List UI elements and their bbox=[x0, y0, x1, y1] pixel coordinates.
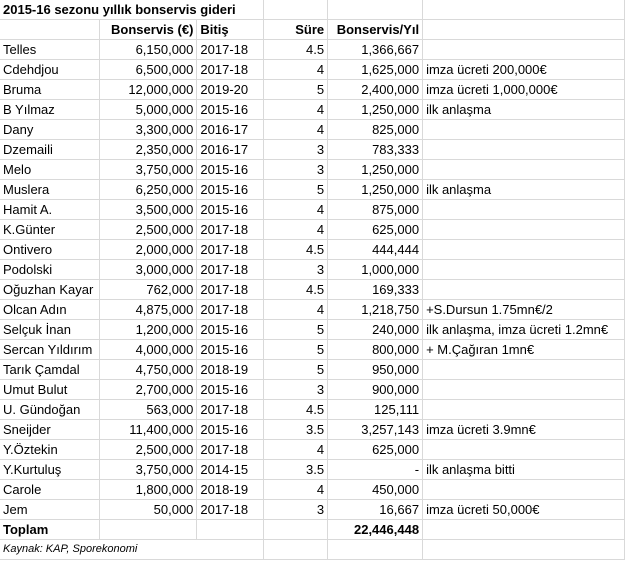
bonservis-cell[interactable]: 4,750,000 bbox=[100, 360, 197, 380]
note-cell[interactable] bbox=[423, 140, 625, 160]
header-cell-bitis[interactable]: Bitiş bbox=[197, 20, 264, 40]
sure-cell[interactable]: 4.5 bbox=[264, 40, 328, 60]
bonservis-yil-cell[interactable]: 3,257,143 bbox=[328, 420, 423, 440]
bonservis-yil-cell[interactable]: 16,667 bbox=[328, 500, 423, 520]
sheet-title[interactable]: 2015-16 sezonu yıllık bonservis gideri bbox=[0, 0, 264, 20]
bonservis-cell[interactable]: 3,000,000 bbox=[100, 260, 197, 280]
sure-cell[interactable]: 4 bbox=[264, 220, 328, 240]
bonservis-yil-cell[interactable]: 1,366,667 bbox=[328, 40, 423, 60]
bitis-cell[interactable]: 2015-16 bbox=[197, 340, 264, 360]
player-name-cell[interactable]: Sercan Yıldırım bbox=[0, 340, 100, 360]
bonservis-cell[interactable]: 12,000,000 bbox=[100, 80, 197, 100]
table-row bbox=[0, 340, 625, 360]
bonservis-cell[interactable]: 11,400,000 bbox=[100, 420, 197, 440]
note-cell[interactable] bbox=[423, 220, 625, 240]
sure-cell[interactable]: 4 bbox=[264, 480, 328, 500]
sure-cell[interactable]: 4 bbox=[264, 200, 328, 220]
empty-cell[interactable] bbox=[328, 540, 423, 560]
note-cell[interactable]: imza ücreti 50,000€ bbox=[423, 500, 625, 520]
sure-cell[interactable]: 4.5 bbox=[264, 400, 328, 420]
table-row bbox=[0, 200, 625, 220]
bonservis-yil-cell[interactable]: 1,250,000 bbox=[328, 100, 423, 120]
bitis-cell[interactable]: 2017-18 bbox=[197, 220, 264, 240]
total-row bbox=[0, 520, 625, 540]
bitis-cell[interactable]: 2017-18 bbox=[197, 240, 264, 260]
bonservis-yil-cell[interactable]: 450,000 bbox=[328, 480, 423, 500]
note-cell[interactable]: + M.Çağıran 1mn€ bbox=[423, 340, 625, 360]
table-row bbox=[0, 280, 625, 300]
table-row bbox=[0, 500, 625, 520]
bitis-cell[interactable]: 2015-16 bbox=[197, 320, 264, 340]
sure-cell[interactable]: 4.5 bbox=[264, 240, 328, 260]
note-cell[interactable]: ilk anlaşma, imza ücreti 1.2mn€ bbox=[423, 320, 625, 340]
bonservis-cell[interactable]: 2,500,000 bbox=[100, 220, 197, 240]
bonservis-cell[interactable]: 3,750,000 bbox=[100, 460, 197, 480]
bonservis-yil-cell[interactable]: 125,111 bbox=[328, 400, 423, 420]
player-name-cell[interactable]: Bruma bbox=[0, 80, 100, 100]
bonservis-yil-cell[interactable]: 1,250,000 bbox=[328, 160, 423, 180]
bitis-cell[interactable]: 2017-18 bbox=[197, 60, 264, 80]
bitis-cell[interactable]: 2017-18 bbox=[197, 400, 264, 420]
player-name-cell[interactable]: Oğuzhan Kayar bbox=[0, 280, 100, 300]
bonservis-cell[interactable]: 5,000,000 bbox=[100, 100, 197, 120]
player-name-cell[interactable]: K.Günter bbox=[0, 220, 100, 240]
bonservis-cell[interactable]: 3,500,000 bbox=[100, 200, 197, 220]
sure-cell[interactable]: 3 bbox=[264, 500, 328, 520]
table-row bbox=[0, 120, 625, 140]
bonservis-cell[interactable]: 1,200,000 bbox=[100, 320, 197, 340]
bitis-cell[interactable]: 2015-16 bbox=[197, 200, 264, 220]
bonservis-cell[interactable]: 563,000 bbox=[100, 400, 197, 420]
sure-cell[interactable]: 5 bbox=[264, 320, 328, 340]
table-row bbox=[0, 440, 625, 460]
bonservis-yil-cell[interactable]: 1,250,000 bbox=[328, 180, 423, 200]
bonservis-cell[interactable]: 6,150,000 bbox=[100, 40, 197, 60]
table-row bbox=[0, 380, 625, 400]
sure-cell[interactable]: 4 bbox=[264, 120, 328, 140]
bitis-cell[interactable]: 2015-16 bbox=[197, 420, 264, 440]
bonservis-cell[interactable]: 1,800,000 bbox=[100, 480, 197, 500]
header-cell-note[interactable] bbox=[423, 20, 625, 40]
bonservis-cell[interactable]: 3,300,000 bbox=[100, 120, 197, 140]
table-row bbox=[0, 60, 625, 80]
sure-cell[interactable]: 4.5 bbox=[264, 280, 328, 300]
bonservis-yil-cell[interactable]: 2,400,000 bbox=[328, 80, 423, 100]
note-cell[interactable] bbox=[423, 360, 625, 380]
note-cell[interactable] bbox=[423, 240, 625, 260]
sure-cell[interactable]: 5 bbox=[264, 340, 328, 360]
bonservis-yil-cell[interactable]: 825,000 bbox=[328, 120, 423, 140]
bonservis-cell[interactable]: 2,000,000 bbox=[100, 240, 197, 260]
bitis-cell[interactable]: 2017-18 bbox=[197, 500, 264, 520]
bonservis-cell[interactable]: 4,875,000 bbox=[100, 300, 197, 320]
table-row bbox=[0, 400, 625, 420]
sure-cell[interactable]: 3.5 bbox=[264, 460, 328, 480]
bitis-cell[interactable]: 2018-19 bbox=[197, 480, 264, 500]
table-row bbox=[0, 460, 625, 480]
sure-cell[interactable]: 5 bbox=[264, 360, 328, 380]
note-cell[interactable] bbox=[423, 480, 625, 500]
player-name-cell[interactable]: Podolski bbox=[0, 260, 100, 280]
table-row bbox=[0, 40, 625, 60]
bonservis-cell[interactable]: 4,000,000 bbox=[100, 340, 197, 360]
note-cell[interactable]: ilk anlaşma bbox=[423, 100, 625, 120]
bonservis-cell[interactable]: 762,000 bbox=[100, 280, 197, 300]
bonservis-yil-cell[interactable]: 240,000 bbox=[328, 320, 423, 340]
note-cell[interactable] bbox=[423, 260, 625, 280]
table-row bbox=[0, 80, 625, 100]
bitis-cell[interactable]: 2017-18 bbox=[197, 440, 264, 460]
note-cell[interactable] bbox=[423, 40, 625, 60]
bitis-cell[interactable]: 2015-16 bbox=[197, 160, 264, 180]
title-row bbox=[0, 0, 625, 20]
bonservis-yil-cell[interactable]: 1,218,750 bbox=[328, 300, 423, 320]
player-name-cell[interactable]: Melo bbox=[0, 160, 100, 180]
source-row bbox=[0, 540, 625, 560]
player-name-cell[interactable]: Olcan Adın bbox=[0, 300, 100, 320]
note-cell[interactable]: ilk anlaşma bitti bbox=[423, 460, 625, 480]
table-row bbox=[0, 480, 625, 500]
player-name-cell[interactable]: Carole bbox=[0, 480, 100, 500]
sure-cell[interactable]: 5 bbox=[264, 180, 328, 200]
note-cell[interactable] bbox=[423, 440, 625, 460]
table-row bbox=[0, 140, 625, 160]
header-cell-sure[interactable]: Süre bbox=[264, 20, 328, 40]
bitis-cell[interactable]: 2017-18 bbox=[197, 40, 264, 60]
note-cell[interactable] bbox=[423, 160, 625, 180]
note-cell[interactable] bbox=[423, 280, 625, 300]
source-cell[interactable]: Kaynak: KAP, Sporekonomi bbox=[0, 540, 264, 560]
player-name-cell[interactable]: Muslera bbox=[0, 180, 100, 200]
bonservis-yil-cell[interactable]: 169,333 bbox=[328, 280, 423, 300]
header-cell-name[interactable] bbox=[0, 20, 100, 40]
player-name-cell[interactable]: Umut Bulut bbox=[0, 380, 100, 400]
bonservis-yil-cell[interactable]: 444,444 bbox=[328, 240, 423, 260]
bitis-cell[interactable]: 2017-18 bbox=[197, 280, 264, 300]
player-name-cell[interactable]: Selçuk İnan bbox=[0, 320, 100, 340]
empty-cell[interactable] bbox=[328, 0, 423, 20]
table-row bbox=[0, 160, 625, 180]
table-row bbox=[0, 100, 625, 120]
bonservis-yil-cell[interactable]: 800,000 bbox=[328, 340, 423, 360]
sure-cell[interactable]: 5 bbox=[264, 80, 328, 100]
total-label-cell[interactable]: Toplam bbox=[0, 520, 100, 540]
empty-cell[interactable] bbox=[197, 520, 264, 540]
player-name-cell[interactable]: Ontivero bbox=[0, 240, 100, 260]
note-cell[interactable] bbox=[423, 380, 625, 400]
total-value-cell[interactable]: 22,446,448 bbox=[328, 520, 423, 540]
bonservis-cell[interactable]: 2,500,000 bbox=[100, 440, 197, 460]
bonservis-cell[interactable]: 6,250,000 bbox=[100, 180, 197, 200]
bonservis-yil-cell[interactable]: 875,000 bbox=[328, 200, 423, 220]
player-name-cell[interactable]: U. Gündoğan bbox=[0, 400, 100, 420]
sure-cell[interactable]: 4 bbox=[264, 60, 328, 80]
bitis-cell[interactable]: 2017-18 bbox=[197, 260, 264, 280]
sure-cell[interactable]: 3 bbox=[264, 140, 328, 160]
bonservis-yil-cell[interactable]: 1,000,000 bbox=[328, 260, 423, 280]
player-name-cell[interactable]: Telles bbox=[0, 40, 100, 60]
header-cell-yil[interactable]: Bonservis/Yıl bbox=[328, 20, 423, 40]
note-cell[interactable] bbox=[423, 120, 625, 140]
table-row bbox=[0, 260, 625, 280]
bonservis-yil-cell[interactable]: 900,000 bbox=[328, 380, 423, 400]
sure-cell[interactable]: 4 bbox=[264, 440, 328, 460]
player-name-cell[interactable]: Y.Kurtuluş bbox=[0, 460, 100, 480]
sure-cell[interactable]: 3.5 bbox=[264, 420, 328, 440]
sure-cell[interactable]: 4 bbox=[264, 300, 328, 320]
table-row bbox=[0, 360, 625, 380]
bitis-cell[interactable]: 2019-20 bbox=[197, 80, 264, 100]
bitis-cell[interactable]: 2015-16 bbox=[197, 180, 264, 200]
bonservis-cell[interactable]: 3,750,000 bbox=[100, 160, 197, 180]
player-name-cell[interactable]: Dzemaili bbox=[0, 140, 100, 160]
bonservis-cell[interactable]: 2,350,000 bbox=[100, 140, 197, 160]
note-cell[interactable]: imza ücreti 200,000€ bbox=[423, 60, 625, 80]
player-name-cell[interactable]: Hamit A. bbox=[0, 200, 100, 220]
table-row bbox=[0, 420, 625, 440]
bitis-cell[interactable]: 2015-16 bbox=[197, 100, 264, 120]
empty-cell[interactable] bbox=[423, 520, 625, 540]
note-cell[interactable]: imza ücreti 1,000,000€ bbox=[423, 80, 625, 100]
note-cell[interactable] bbox=[423, 200, 625, 220]
bonservis-cell[interactable]: 2,700,000 bbox=[100, 380, 197, 400]
empty-cell[interactable] bbox=[264, 540, 328, 560]
table-row bbox=[0, 240, 625, 260]
bitis-cell[interactable]: 2016-17 bbox=[197, 120, 264, 140]
bonservis-yil-cell[interactable]: 783,333 bbox=[328, 140, 423, 160]
player-name-cell[interactable]: Y.Öztekin bbox=[0, 440, 100, 460]
bitis-cell[interactable]: 2017-18 bbox=[197, 300, 264, 320]
bitis-cell[interactable]: 2014-15 bbox=[197, 460, 264, 480]
table-row bbox=[0, 220, 625, 240]
sure-cell[interactable]: 3 bbox=[264, 160, 328, 180]
player-name-cell[interactable]: Dany bbox=[0, 120, 100, 140]
bonservis-yil-cell[interactable]: 1,625,000 bbox=[328, 60, 423, 80]
bonservis-cell[interactable]: 6,500,000 bbox=[100, 60, 197, 80]
sure-cell[interactable]: 3 bbox=[264, 380, 328, 400]
player-name-cell[interactable]: Jem bbox=[0, 500, 100, 520]
sure-cell[interactable]: 4 bbox=[264, 100, 328, 120]
bitis-cell[interactable]: 2016-17 bbox=[197, 140, 264, 160]
header-row bbox=[0, 20, 625, 40]
bonservis-yil-cell[interactable]: 625,000 bbox=[328, 440, 423, 460]
empty-cell[interactable] bbox=[100, 520, 197, 540]
note-cell[interactable]: +S.Dursun 1.75mn€/2 bbox=[423, 300, 625, 320]
note-cell[interactable]: ilk anlaşma bbox=[423, 180, 625, 200]
table-row bbox=[0, 320, 625, 340]
bonservis-yil-cell[interactable]: - bbox=[328, 460, 423, 480]
empty-cell[interactable] bbox=[264, 520, 328, 540]
header-cell-bonservis[interactable]: Bonservis (€) bbox=[100, 20, 197, 40]
bonservis-yil-cell[interactable]: 950,000 bbox=[328, 360, 423, 380]
sure-cell[interactable]: 3 bbox=[264, 260, 328, 280]
bitis-cell[interactable]: 2018-19 bbox=[197, 360, 264, 380]
table-row bbox=[0, 180, 625, 200]
player-name-cell[interactable]: Sneijder bbox=[0, 420, 100, 440]
table-row bbox=[0, 300, 625, 320]
note-cell[interactable] bbox=[423, 400, 625, 420]
note-cell[interactable]: imza ücreti 3.9mn€ bbox=[423, 420, 625, 440]
bonservis-yil-cell[interactable]: 625,000 bbox=[328, 220, 423, 240]
player-name-cell[interactable]: Tarık Çamdal bbox=[0, 360, 100, 380]
player-name-cell[interactable]: B Yılmaz bbox=[0, 100, 100, 120]
bonservis-cell[interactable]: 50,000 bbox=[100, 500, 197, 520]
bitis-cell[interactable]: 2015-16 bbox=[197, 380, 264, 400]
player-name-cell[interactable]: Cdehdjou bbox=[0, 60, 100, 80]
empty-cell[interactable] bbox=[264, 0, 328, 20]
empty-cell[interactable] bbox=[423, 540, 625, 560]
empty-cell[interactable] bbox=[423, 0, 625, 20]
